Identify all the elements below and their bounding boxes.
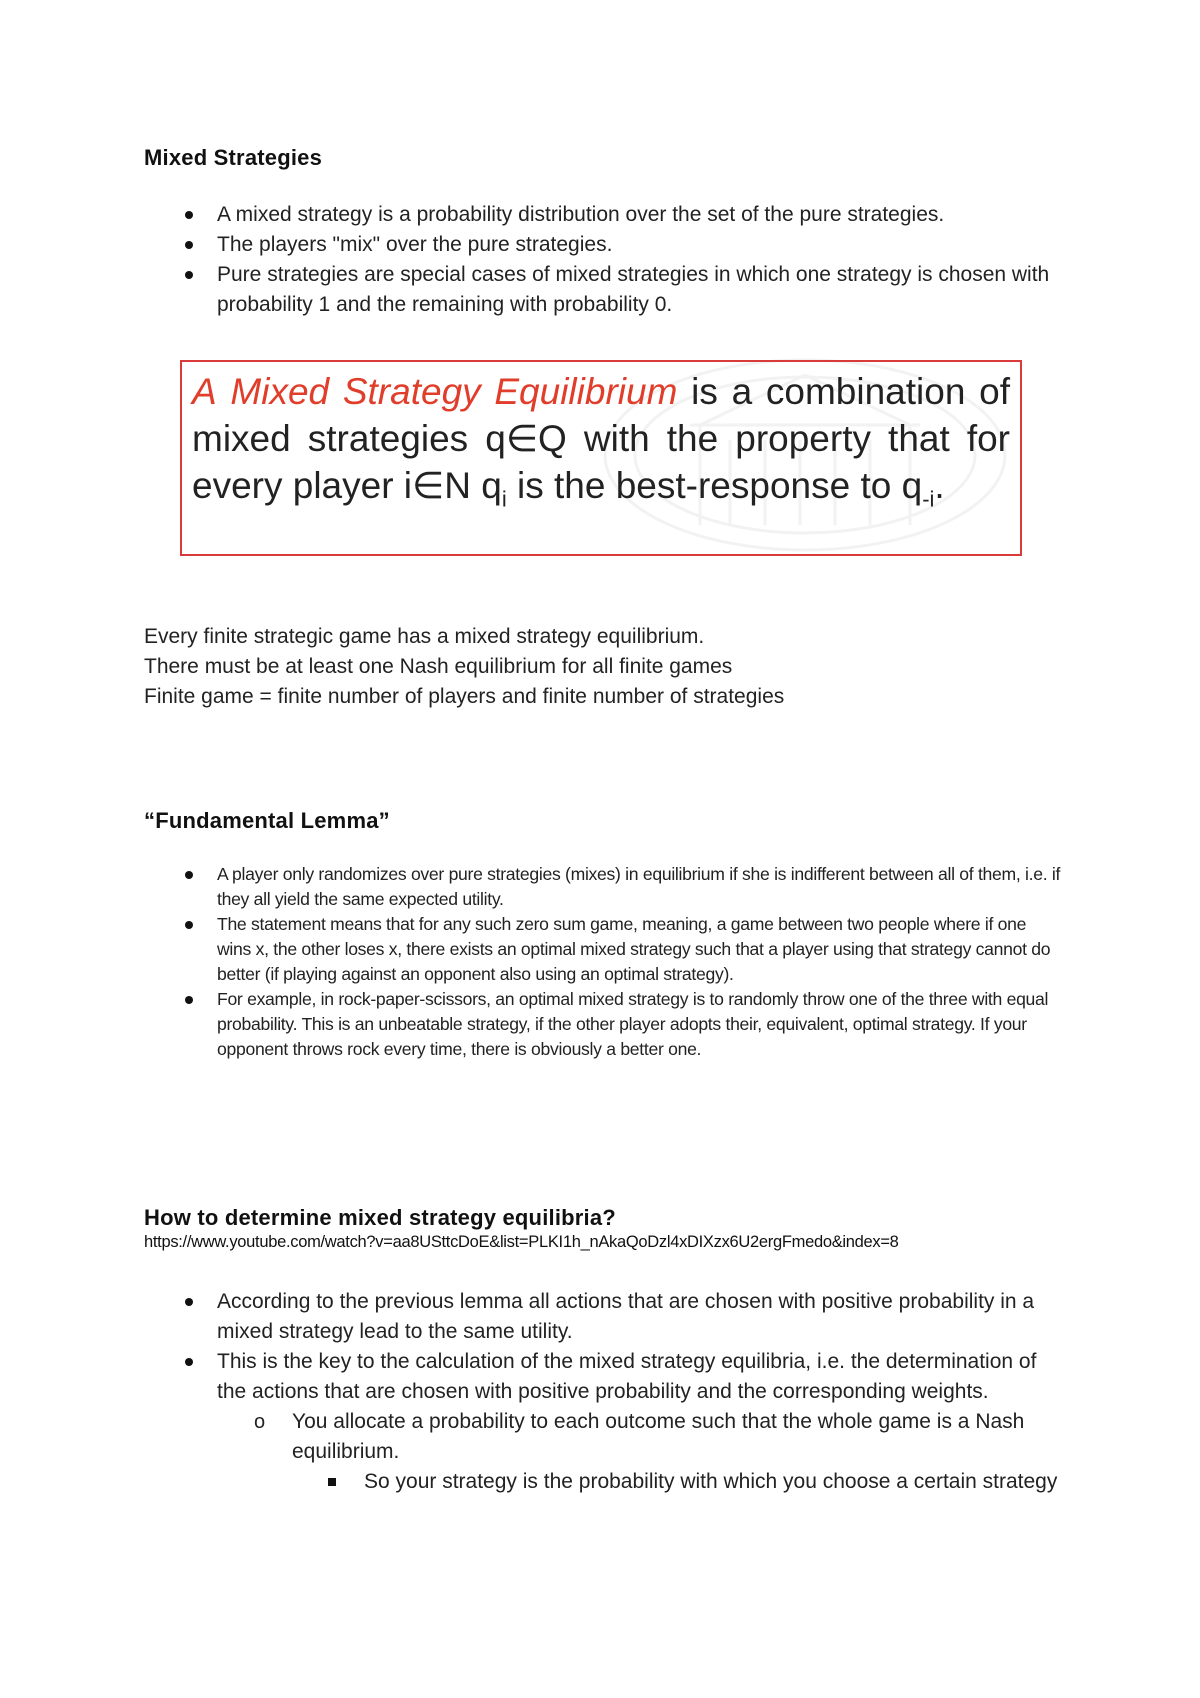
sub-list-item-text: You allocate a probability to each outcome such that the whole game is a Nash equilibrium. — [292, 1410, 1025, 1463]
definition-box — [180, 360, 1022, 556]
section-title-determine-equilibria: How to determine mixed strategy equilibria? — [144, 1205, 616, 1230]
square-bullet-marker — [328, 1478, 336, 1486]
section-title-fundamental-lemma: “Fundamental Lemma” — [144, 808, 390, 833]
statement-line: Every finite strategic game has a mixed strategy equilibrium. — [144, 625, 705, 648]
list-item: This is the key to the calculation of the mixed strategy equilibria, i.e. the determination of the actions that are chosen with positive probability and the corresponding weights. — [144, 1347, 1064, 1407]
statement-line: Finite game = finite number of players and finite number of strategies — [144, 685, 785, 708]
mixed-strategies-list — [144, 200, 1084, 320]
definition-suffix: . — [934, 465, 945, 506]
definition-subscript-i: i — [501, 486, 507, 512]
list-item: For example, in rock-paper-scissors, an optimal mixed strategy is to randomly throw one of the three with equal probability. This is an unbeatable strategy, if the other player adopts their, equivalent, optimal strategy. If your opponent throws rock every time, there is obviously a better one. — [144, 987, 1064, 1062]
list-item: The players "mix" over the pure strategies. — [144, 230, 1084, 260]
definition-prefix: A — [192, 371, 217, 412]
list-item: A mixed strategy is a probability distribution over the set of the pure strategies. — [144, 200, 1084, 230]
definition-text-2: is the best-response to q — [506, 465, 923, 506]
circle-bullet-marker: o — [254, 1411, 266, 1433]
list-item: According to the previous lemma all actions that are chosen with positive probability in a mixed strategy lead to the same utility. — [144, 1287, 1064, 1347]
definition-text-1: is a combination of mixed strategies q∈Q with the property that for every player i∈N q — [192, 371, 1010, 506]
youtube-link[interactable]: https://www.youtube.com/watch?v=aa8USttcDoE&list=PLKI1h_nAkaQoDzl4xDIXzx6U2ergFmedo&index=8 — [144, 1233, 899, 1251]
definition-subscript-minus-i: -i — [922, 486, 935, 512]
sub-sub-list-item — [144, 1467, 1064, 1497]
definition-term: Mixed Strategy Equilibrium — [230, 371, 678, 412]
fundamental-lemma-list — [144, 862, 1064, 1062]
list-item: A player only randomizes over pure strategies (mixes) in equilibrium if she is indifferent between all of them, i.e. if they all yield the same expected utility. — [144, 862, 1064, 912]
list-item: The statement means that for any such zero sum game, meaning, a game between two people where if one wins x, the other loses x, there exists an optimal mixed strategy such that a player using that strategy cannot do better (if playing against an opponent also using an optimal strategy). — [144, 912, 1064, 987]
section-title-mixed-strategies: Mixed Strategies — [144, 145, 323, 170]
sub-sub-list-item-text: So your strategy is the probability with which you choose a certain strategy — [364, 1470, 1058, 1493]
list-item: Pure strategies are special cases of mixed strategies in which one strategy is chosen with probability 1 and the remaining with probability 0. — [144, 260, 1084, 320]
determine-equilibria-bullets — [144, 1287, 1064, 1407]
determine-equilibria-list — [144, 1287, 1064, 1497]
statement-line: There must be at least one Nash equilibrium for all finite games — [144, 655, 733, 678]
sub-list-item — [144, 1407, 1064, 1467]
